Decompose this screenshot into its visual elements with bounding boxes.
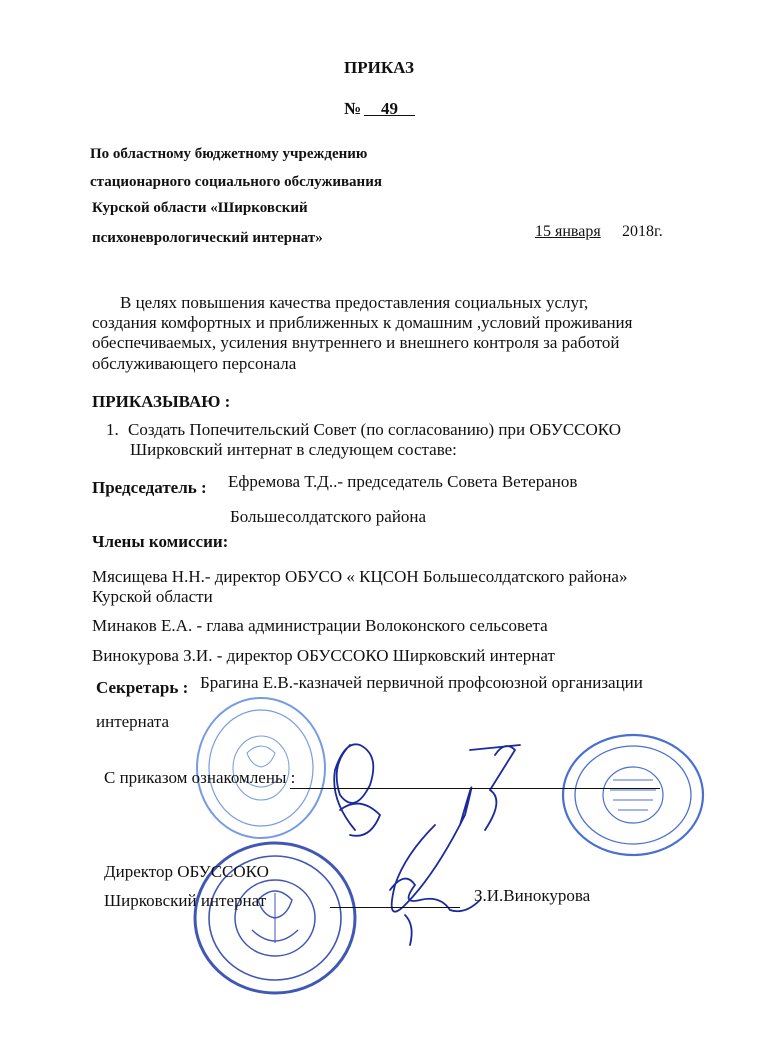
order-number-prefix: № [344,99,362,118]
org-line-4: психоневрологический интернат» [92,230,323,246]
preamble-line-2: создания комфортных и приближенных к домашним ,условий проживания [92,313,633,332]
handwritten-signatures [300,715,560,955]
org-line-3: Курской области «Ширковский [92,200,308,216]
order-number [364,99,415,119]
secretary-text-line-2: интерната [96,712,170,731]
acknowledgment-line [290,788,660,789]
member-2: Минаков Е.А. - глава администрации Волоконского сельсовета [92,616,548,635]
org-line-1: По областному бюджетному учреждению [90,146,368,162]
chair-label: Председатель : [92,478,207,497]
director-name: З.И.Винокурова [474,886,591,905]
veterans-council-stamp [558,730,708,860]
member-1-line-1: Мясищева Н.Н.- директор ОБУСО « КЦСОН Большесолдатского района» [92,567,628,586]
chair-text-line-1: Ефремова Т.Д..- председатель Совета Ветеранов [228,472,578,491]
order-heading: ПРИКАЗЫВАЮ : [92,392,231,411]
preamble-line-3: обеспечиваемых, усиления внутреннего и внешнего контроля за работой [92,333,620,352]
order-item-number: 1. [106,420,119,439]
director-title-line-1: Директор ОБУССОКО [104,862,269,881]
order-date: 15 января [535,223,601,240]
acknowledgment-label: С приказом ознакомлены : [104,768,296,787]
document-title: ПРИКАЗ [344,58,414,77]
org-line-2: стационарного социального обслуживания [90,174,382,190]
member-3: Винокурова З.И. - директор ОБУССОКО Ширковский интернат [92,646,555,665]
order-item-line-2: Ширковский интернат в следующем составе: [130,440,457,459]
order-year: 2018г. [622,223,663,240]
preamble-line-1: В целях повышения качества предоставления социальных услуг, [120,293,589,312]
secretary-text-line-1: Брагина Е.В.-казначей первичной профсоюзной организации [200,673,643,692]
order-number-value: 49 [381,99,398,118]
director-signature-line [330,907,460,908]
order-item-line-1: Создать Попечительский Совет (по согласованию) при ОБУССОКО [128,420,621,439]
preamble-line-4: обслуживающего персонала [92,354,297,373]
secretary-label: Секретарь : [96,678,189,697]
chair-text-line-2: Большесолдатского района [230,507,427,526]
director-title-line-2: Ширковский интернат [104,891,267,910]
member-1-line-2: Курской области [92,587,213,606]
members-label: Члены комиссии: [92,532,229,551]
